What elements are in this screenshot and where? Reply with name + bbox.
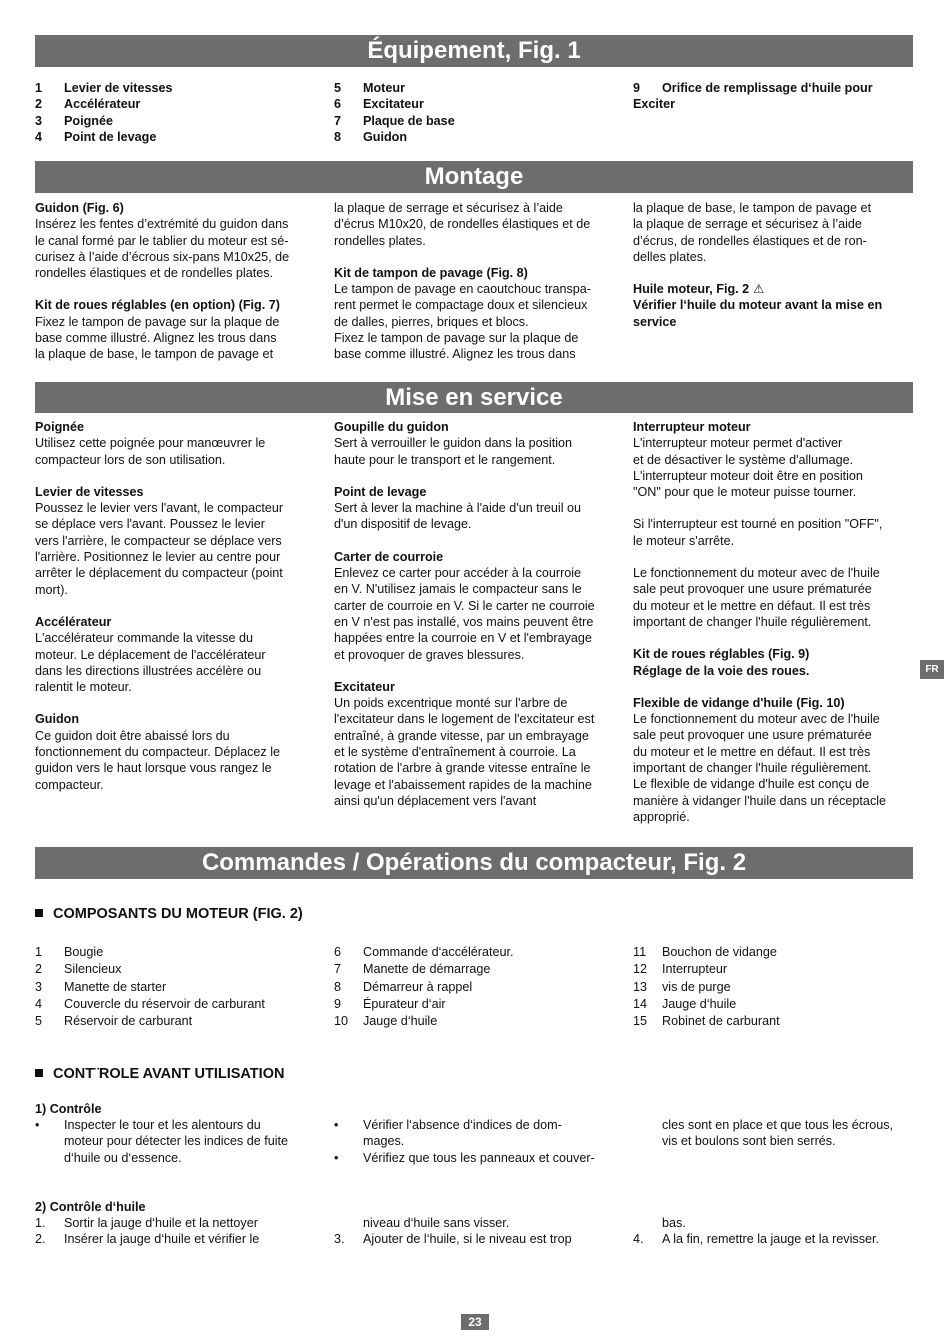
- text-line: Le fonctionnement du moteur avec de l'huile: [633, 566, 880, 581]
- list-item-number: •: [334, 1150, 339, 1165]
- list-item-text: Commande d‘accélérateur.: [363, 945, 514, 959]
- square-bullet-icon: [35, 1069, 43, 1077]
- text-line: et provoquer de graves blessures.: [334, 647, 525, 662]
- list-item-number: [633, 1133, 662, 1149]
- paragraph: [334, 281, 614, 362]
- subheading: [633, 281, 913, 297]
- text-line: rotation de l'arbre à grande vitesse entraîne le: [334, 761, 591, 776]
- subheading-text: Huile moteur, Fig. 2: [633, 282, 750, 297]
- list-item-number: 3: [35, 979, 43, 994]
- text-line: d’écrus M10x20, de rondelles élastiques et de: [334, 217, 591, 232]
- paragraph: [334, 695, 614, 809]
- controle-list-2: [334, 1117, 614, 1166]
- text-line: le canal formé par le tablier du moteur est sé-: [35, 233, 289, 248]
- list-item-text: mages.: [363, 1134, 405, 1149]
- list-item-text: Manette de démarrage: [363, 962, 491, 977]
- list-item-text: Réservoir de carburant: [64, 1014, 193, 1029]
- list-item-number: [334, 1215, 363, 1231]
- list-item-number: 1: [35, 945, 43, 959]
- list-item: [334, 996, 614, 1013]
- text-line: d’écrus, de rondelles élastiques et de ron-: [633, 233, 867, 248]
- list-item-text: Couvercle du réservoir de carburant: [64, 996, 265, 1011]
- language-tab: FR: [920, 660, 944, 679]
- list-item-text: Levier de vitesses: [64, 81, 173, 95]
- list-item-number: •: [334, 1118, 339, 1132]
- paragraph: [35, 435, 315, 468]
- text-line: compacteur.: [35, 777, 104, 792]
- composants-list-2: [334, 944, 614, 1030]
- list-item-number: [633, 1117, 662, 1133]
- text-line: la plaque de serrage et sécurisez à l’aide: [334, 201, 563, 215]
- list-item-text: vis et boulons sont bien serrés.: [662, 1134, 836, 1149]
- list-item: [35, 129, 315, 145]
- list-item-text: A la fin, remettre la jauge et la revisser.: [662, 1232, 879, 1247]
- paragraph: [633, 711, 918, 825]
- text-line: et le système d'entraînement à courroie. La: [334, 745, 576, 760]
- list-item: [334, 1150, 614, 1166]
- mise-column-3: [633, 419, 918, 825]
- list-item-text: Excitateur: [363, 97, 424, 112]
- list-item: [334, 961, 614, 978]
- list-item-text: Point de levage: [64, 129, 157, 144]
- equipement-list-3: [633, 80, 918, 113]
- list-item: [35, 944, 315, 961]
- text-line: se déplace vers l'avant. Poussez le levier: [35, 517, 265, 532]
- page-number: 23: [461, 1314, 489, 1330]
- list-item: [334, 129, 614, 145]
- list-item: [334, 979, 614, 996]
- controle-list-1: [35, 1117, 315, 1166]
- text-line: Insérez les fentes d’extrémité du guidon dans: [35, 217, 289, 232]
- list-item-text: Robinet de carburant: [662, 1014, 780, 1029]
- paragraph: [35, 500, 315, 598]
- subheading: Levier de vitesses: [35, 484, 144, 499]
- list-item-text: moteur pour détecter les indices de fuite: [64, 1134, 289, 1149]
- list-item: [334, 1133, 614, 1149]
- text-line: base comme illustré. Alignez les trous dans: [334, 347, 576, 362]
- paragraph: [334, 200, 614, 249]
- text-line: en V. N'utilisez jamais le compacteur sans le: [334, 582, 582, 597]
- section-header-commandes: [35, 847, 913, 879]
- text-line: Utilisez cette poignée pour manœuvrer le: [35, 436, 266, 451]
- list-item-text: Démarreur à rappel: [363, 979, 473, 994]
- list-item-number: 13: [633, 979, 648, 994]
- list-item-text: Manette de starter: [64, 979, 167, 994]
- list-item-text: Jauge d‘huile: [662, 996, 737, 1011]
- list-item-text: Interrupteur: [662, 962, 728, 977]
- subsection-composants: [35, 906, 303, 922]
- section-title: Commandes / Opérations du compacteur, Fig. 2: [201, 849, 747, 876]
- list-item: [35, 1150, 315, 1166]
- list-item: [633, 1117, 918, 1133]
- list-item-text: Bougie: [64, 945, 104, 959]
- list-item: [633, 1215, 918, 1231]
- list-item: [334, 944, 614, 961]
- list-item-text: bas.: [662, 1216, 686, 1230]
- subheading: Excitateur: [334, 679, 395, 694]
- section-header-mise-en-service: [35, 382, 913, 413]
- text-line: important de changer l'huile régulièrement.: [633, 614, 872, 629]
- subheading: 2) Contrôle d‘huile: [35, 1200, 146, 1214]
- subsection-title: CONT¨ROLE AVANT UTILISATION: [53, 1066, 285, 1082]
- paragraph: [633, 435, 918, 500]
- list-item-number: 14: [633, 996, 648, 1011]
- subheading: Point de levage: [334, 484, 427, 499]
- equipement-list-2: [334, 80, 614, 145]
- subheading: Interrupteur moteur: [633, 420, 751, 434]
- text-line: rent permet le compactage doux et silencieux: [334, 298, 588, 313]
- list-item-number: 10: [334, 1014, 349, 1029]
- subheading: Kit de tampon de pavage (Fig. 8): [334, 265, 528, 280]
- montage-column-3: [633, 200, 913, 330]
- list-item-number: [334, 1133, 363, 1149]
- text-line: "ON" pour que le moteur puisse tourner.: [633, 485, 857, 500]
- text-line: Sert à verrouiller le guidon dans la position: [334, 436, 573, 451]
- list-item: [633, 1133, 918, 1149]
- text-line: fonctionnement du compacteur. Déplacez le: [35, 745, 281, 760]
- text-line: sale peut provoquer une usure prématurée: [633, 728, 872, 743]
- text-line: l'arrière. Positionnez le levier au centre pour: [35, 550, 281, 565]
- list-item-number: 2.: [35, 1232, 46, 1247]
- text-line: happées entre la courroie en V et l'embrayage: [334, 631, 592, 646]
- subheading: Kit de roues réglables (en option) (Fig. 7): [35, 298, 280, 313]
- text-line: vers l'arrière, le compacteur se déplace vers: [35, 533, 282, 548]
- text-line: L'interrupteur moteur permet d'activer: [633, 436, 843, 451]
- subheading: Poignée: [35, 420, 84, 434]
- list-item-text: Plaque de base: [363, 113, 455, 128]
- huile-list-1: [35, 1215, 315, 1248]
- list-item-number: 4: [35, 129, 43, 144]
- list-item-text: cles sont en place et que tous les écrous,: [662, 1118, 894, 1132]
- text-line: L'accélérateur commande la vitesse du: [35, 631, 254, 646]
- text-line: Enlevez ce carter pour accéder à la courroie: [334, 566, 582, 581]
- list-item: [633, 961, 913, 978]
- text-line: rondelles élastiques et de rondelles plates.: [35, 266, 274, 281]
- paragraph: [35, 630, 315, 695]
- list-item-number: 3.: [334, 1232, 345, 1247]
- list-item-text: Sortir la jauge d‘huile et la nettoyer: [64, 1216, 258, 1230]
- paragraph: [35, 314, 315, 363]
- list-item: [35, 1013, 315, 1030]
- list-item-number: 4: [35, 996, 43, 1011]
- list-item-number: 6: [334, 945, 342, 959]
- list-item: [633, 996, 913, 1013]
- list-item: [633, 979, 913, 996]
- list-item-number: [35, 1150, 64, 1166]
- list-item: [35, 80, 315, 96]
- list-item-number: [35, 1133, 64, 1149]
- mise-column-2: [334, 419, 614, 809]
- text-line: delles plates.: [633, 249, 707, 264]
- warning-icon: ⚠: [753, 282, 765, 297]
- text-line: la plaque de serrage et sécurisez à l’aide: [633, 217, 862, 232]
- controle-list-3: [633, 1117, 918, 1150]
- text-line: ralentit le moteur.: [35, 680, 132, 695]
- text-line: haute pour le transport et le rangement.: [334, 452, 556, 467]
- list-item: [334, 1013, 614, 1030]
- paragraph: [35, 216, 315, 281]
- list-item: [633, 80, 918, 96]
- list-item-number: 4.: [633, 1232, 644, 1247]
- text-line: base comme illustré. Alignez les trous dans: [35, 331, 277, 346]
- text-line: L'interrupteur moteur doit être en position: [633, 468, 863, 483]
- list-item-text: niveau d‘huile sans visser.: [363, 1216, 510, 1230]
- text-line: Le fonctionnement du moteur avec de l'huile: [633, 712, 880, 727]
- list-item-text: Insérer la jauge d‘huile et vérifier le: [64, 1232, 260, 1247]
- equipement-list-1: [35, 80, 315, 145]
- text-line: Fixez le tampon de pavage sur la plaque de: [334, 331, 579, 346]
- subsection-title: COMPOSANTS DU MOTEUR (FIG. 2): [53, 906, 303, 922]
- subheading: Guidon: [35, 712, 80, 727]
- list-item-number: 8: [334, 129, 342, 144]
- list-item-number: 1: [35, 81, 43, 95]
- paragraph: [633, 565, 918, 630]
- text-line: la plaque de base, le tampon de pavage et: [35, 347, 274, 362]
- text-line: service: [633, 314, 677, 329]
- huile-list-3: [633, 1215, 918, 1248]
- list-item-text: Accélérateur: [64, 97, 141, 112]
- text-line: moteur. Le déplacement de l'accélérateur: [35, 647, 266, 662]
- list-item: [35, 961, 315, 978]
- paragraph: [35, 728, 315, 793]
- list-item: [633, 1013, 913, 1030]
- text-line: ainsi qu'un déplacement vers l'avant: [334, 793, 537, 808]
- composants-list-3: [633, 944, 913, 1030]
- section-title: Équipement, Fig. 1: [367, 37, 581, 64]
- paragraph: [334, 500, 614, 533]
- list-item: [35, 96, 315, 112]
- text-line: et de désactiver le système d'allumage.: [633, 452, 854, 467]
- text-line: le moteur s'arrête.: [633, 533, 735, 548]
- paragraph: [334, 435, 614, 468]
- mise-column-1: [35, 419, 315, 793]
- subheading: [633, 646, 918, 679]
- text-line: Un poids excentrique monté sur l'arbre de: [334, 696, 568, 711]
- list-item: [334, 113, 614, 129]
- subheading: Goupille du guidon: [334, 420, 449, 434]
- list-item-text: Ajouter de l‘huile, si le niveau est trop: [363, 1232, 572, 1247]
- subheading: Flexible de vidange d'huile (Fig. 10): [633, 695, 845, 710]
- list-item: [334, 1215, 614, 1231]
- warning-text: [633, 297, 913, 330]
- text-line: approprié.: [633, 809, 690, 824]
- huile-list-2: [334, 1215, 614, 1248]
- list-item-number: [633, 1215, 662, 1231]
- text-line: guidon vers le haut lorsque vous rangez le: [35, 761, 272, 776]
- text-line: Si l'interrupteur est tourné en position "OFF",: [633, 517, 883, 532]
- text-line: important de changer l'huile régulièrement.: [633, 761, 872, 776]
- list-item-number: 7: [334, 113, 342, 128]
- paragraph: [334, 565, 614, 663]
- text-line: curisez à l’aide d’écrous six-pans M10x25, de: [35, 249, 290, 264]
- text-line: levage et l'abaissement rapides de la machine: [334, 777, 592, 792]
- paragraph: [633, 516, 918, 549]
- text-line: du moteur et le mettre en défaut. Il est très: [633, 744, 871, 759]
- list-item-number: 5: [35, 1014, 43, 1029]
- subheading: 1) Contrôle: [35, 1102, 102, 1116]
- montage-column-1: [35, 200, 315, 363]
- list-item: [35, 1133, 315, 1149]
- text-line: Sert à lever la machine à l'aide d'un treuil ou: [334, 501, 582, 516]
- list-item-number: 2: [35, 97, 43, 112]
- text-line: Fixez le tampon de pavage sur la plaque de: [35, 314, 280, 329]
- subheading: Carter de courroie: [334, 549, 444, 564]
- list-item: [334, 80, 614, 96]
- section-header-montage: [35, 161, 913, 193]
- list-item: [35, 996, 315, 1013]
- text-line: manière à vidanger l'huile dans un réceptacle: [633, 793, 887, 808]
- list-item-number: 3: [35, 113, 43, 128]
- list-item-number: 8: [334, 979, 342, 994]
- list-item-text: Vérifier l‘absence d‘indices de dom-: [363, 1118, 562, 1132]
- text-line: Le tampon de pavage en caoutchouc transpa-: [334, 282, 591, 297]
- subheading: Guidon (Fig. 6): [35, 201, 124, 215]
- list-item: [35, 1231, 315, 1247]
- list-item-number: 5: [334, 81, 342, 95]
- list-item-continuation: Exciter: [633, 97, 676, 112]
- list-item-text: vis de purge: [662, 979, 731, 994]
- section-title: Montage: [424, 163, 524, 190]
- list-item-text: d‘huile ou d‘essence.: [64, 1150, 182, 1165]
- text-line: rondelles plates.: [334, 233, 426, 248]
- text-line: Vérifier l‘huile du moteur avant la mise en: [633, 298, 883, 313]
- list-item: [35, 1215, 315, 1231]
- paragraph: [633, 200, 913, 265]
- subsection-controle: [35, 1066, 284, 1082]
- text-line: Poussez le levier vers l'avant, le compacteur: [35, 501, 284, 516]
- list-item-text: Poignée: [64, 113, 113, 128]
- text-line: la plaque de base, le tampon de pavage et: [633, 201, 872, 215]
- list-item: [633, 1231, 918, 1247]
- text-line: l'excitateur dans le logement de l'excitateur est: [334, 712, 595, 727]
- text-line: compacteur lors de son utilisation.: [35, 452, 226, 467]
- list-item-text: Vérifiez que tous les panneaux et couver-: [363, 1150, 595, 1165]
- list-item-text: Guidon: [363, 129, 408, 144]
- list-item-number: 11: [633, 945, 647, 959]
- text-line: sale peut provoquer une usure prématurée: [633, 582, 872, 597]
- list-item-text: Silencieux: [64, 962, 122, 977]
- list-item-number: •: [35, 1118, 40, 1132]
- list-item: [35, 113, 315, 129]
- text-line: Le flexible de vidange d'huile est conçu de: [633, 777, 870, 792]
- text-line: Ce guidon doit être abaissé lors du: [35, 728, 230, 743]
- list-item-text: Inspecter le tour et les alentours du: [64, 1118, 261, 1132]
- text-line: mort).: [35, 582, 68, 597]
- list-item: [35, 1117, 315, 1133]
- list-item-text: Épurateur d‘air: [363, 996, 446, 1011]
- list-item-number: 1.: [35, 1216, 46, 1230]
- text-line: arrêter le déplacement du compacteur (point: [35, 566, 283, 581]
- list-item-text: Moteur: [363, 81, 405, 95]
- list-item-number: 2: [35, 962, 43, 977]
- text-line: carter de courroie en V. Si le carter ne courroie: [334, 598, 595, 613]
- subheading: Accélérateur: [35, 614, 112, 629]
- list-item-number: 9: [334, 996, 342, 1011]
- text-line: d'un dispositif de levage.: [334, 517, 472, 532]
- list-item-number: 9: [633, 81, 641, 95]
- text-line: entraîné, à grande vitesse, par un embrayage: [334, 728, 589, 743]
- section-header-equipement: [35, 35, 913, 67]
- list-item: [35, 979, 315, 996]
- composants-list-1: [35, 944, 315, 1030]
- section-title: Mise en service: [385, 384, 563, 411]
- list-item-number: 12: [633, 962, 648, 977]
- list-item-text: Jauge d‘huile: [363, 1014, 438, 1029]
- list-item: [633, 944, 913, 961]
- text-line: Kit de roues réglables (Fig. 9): [633, 647, 810, 662]
- list-item-text: Bouchon de vidange: [662, 945, 777, 959]
- text-line: de dalles, pierres, briques et blocs.: [334, 314, 529, 329]
- list-item-text: Orifice de remplissage d‘huile pour: [662, 81, 873, 95]
- montage-column-2: [334, 200, 614, 363]
- square-bullet-icon: [35, 909, 43, 917]
- list-item-number: 7: [334, 962, 342, 977]
- text-line: du moteur et le mettre en défaut. Il est très: [633, 598, 871, 613]
- list-item-number: 6: [334, 97, 342, 112]
- text-line: Réglage de la voie des roues.: [633, 663, 810, 678]
- text-line: dans les directions illustrées accélère ou: [35, 663, 262, 678]
- list-item: [334, 1231, 614, 1247]
- list-item: [334, 1117, 614, 1133]
- list-item: [334, 96, 614, 112]
- list-item-number: 15: [633, 1014, 648, 1029]
- text-line: en V n'est pas installé, vos mains peuvent être: [334, 614, 594, 629]
